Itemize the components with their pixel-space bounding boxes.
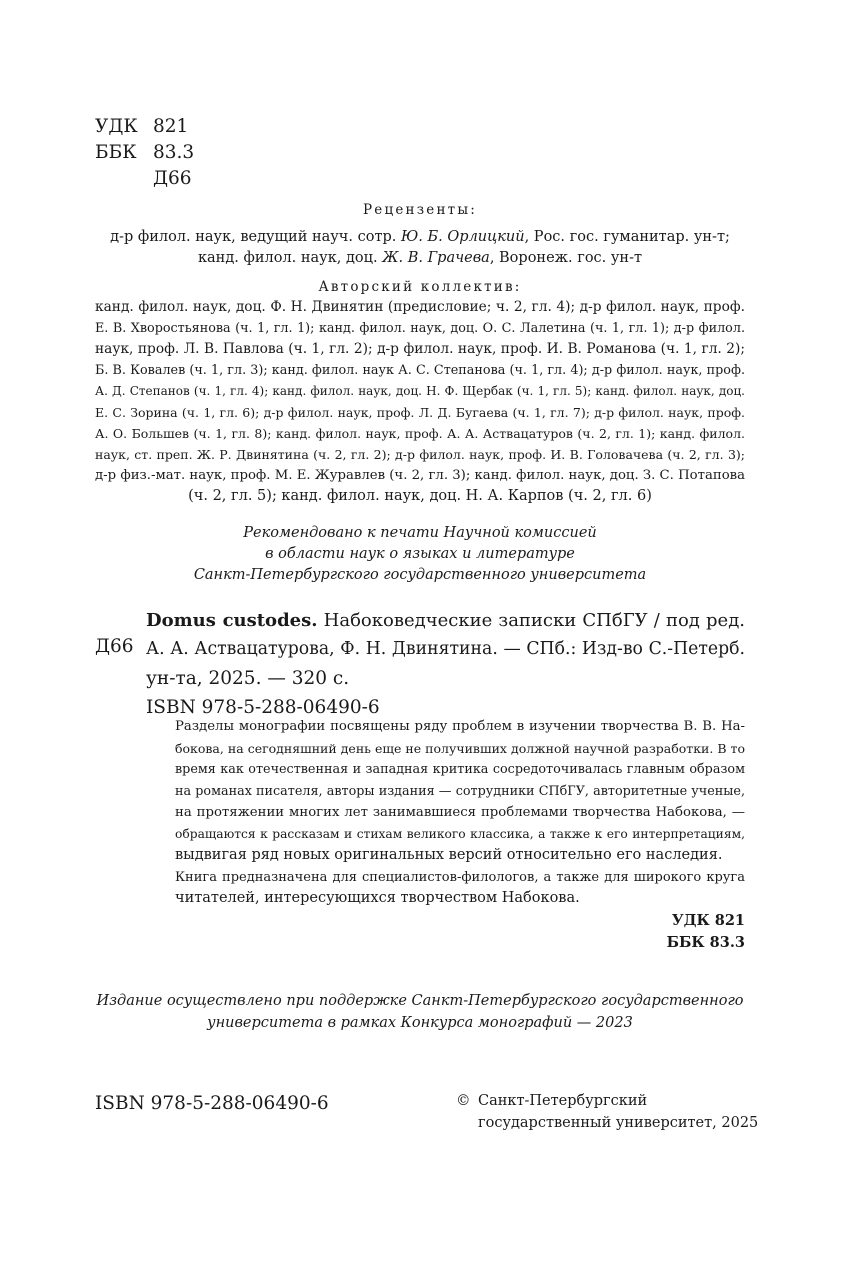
bbk-value: 83.3 [153,142,195,163]
support-line: Издание осуществлено при поддержке Санкт-Петербургского государственного [96,993,744,1009]
support-line: университета в рамках Конкурса монографий — 2023 [207,1014,633,1031]
recommendation-line: в области наук о языках и литературе [265,546,575,562]
abstract-line: Разделы монографии посвящены ряду проблем в изучении творчества В. В. На- [175,719,745,734]
abstract-line: бокова, на сегодняшний день еще не получивших должной научной разработки. В то [175,740,745,756]
bbk-row [95,140,194,166]
recommendation [95,523,745,586]
udk-code: УДК 821 [671,912,745,929]
bibliographic-record [146,606,745,722]
udk-label: УДК [95,116,138,137]
abstract-line: время как отечественная и западная критика сосредоточивалась главным образом [175,762,745,777]
authors-line: А. Д. Степанов (ч. 1, гл. 4); канд. филол. наук, доц. Н. Ф. Щербак (ч. 1, гл. 5); канд. филол. наук, доц. [95,384,745,398]
recommendation-line: Санкт-Петербургского государственного университета [193,567,647,583]
abstract [175,716,745,910]
authors-line: наук, ст. преп. Ж. Р. Двинятина (ч. 2, гл. 2); д-р филол. наук, проф. И. В. Головачева (ч. 2, гл. 3); [95,447,745,462]
copyright-holder: Санкт-Петербургский [478,1093,648,1109]
abstract-line: Книга предназначена для специалистов-филологов, а также для широкого круга [175,869,745,885]
authors-line: Е. В. Хворостьянова (ч. 1, гл. 1); канд. филол. наук, доц. О. С. Лалетина (ч. 1, гл. 1); д-р филол. [95,321,745,336]
recommendation-line: Рекомендовано к печати Научной комиссией [243,525,597,541]
authors-list [95,297,745,507]
authors-line: д-р физ.-мат. наук, проф. М. Е. Журавлев (ч. 2, гл. 3); канд. филол. наук, доц. З. С. Потапова [95,468,746,483]
reviewer-name: Ж. В. Грачева [382,250,490,266]
udk-value: 821 [153,116,189,137]
authors-line: А. О. Большев (ч. 1, гл. 8); канд. филол. наук, проф. А. А. Аствацатуров (ч. 2, гл. 1); канд. филол. [95,426,745,441]
reviewers-list [95,227,745,269]
isbn: ISBN 978-5-288-06490-6 [95,1093,329,1114]
copyright-holder-line2: государственный университет, 2025 [478,1114,759,1131]
authors-title: Авторский коллектив: [318,279,522,295]
reviewers-title: Рецензенты: [362,202,478,218]
book-title: Domus custodes. [146,610,318,631]
biblio-author-mark: Д66 [95,636,134,657]
authors-line: (ч. 2, гл. 5); канд. филол. наук, доц. Н. А. Карпов (ч. 2, гл. 6) [188,488,652,504]
authors-line: канд. филол. наук, доц. Ф. Н. Двинятин (предисловие; ч. 2, гл. 4); д-р филол. наук, проф. [95,299,745,315]
reviewer-line: канд. филол. наук, доц. Ж. В. Грачева, Воронеж. гос. ун-т [197,250,643,266]
biblio-line: ун-та, 2025. — 320 с. [146,668,350,689]
abstract-line: читателей, интересующихся творчеством Набокова. [175,890,580,906]
reviewer-line: д-р филол. наук, ведущий науч. сотр. Ю. Б. Орлицкий, Рос. гос. гуманитар. ун-т; [110,229,730,245]
udk-row [95,114,194,140]
authors-line: наук, проф. Л. В. Павлова (ч. 1, гл. 2); д-р филол. наук, проф. И. В. Романова (ч. 1, гл. 2); [95,341,745,357]
bbk-code: ББК 83.3 [666,933,745,951]
abstract-line: на романах писателя, авторы издания — сотрудники СПбГУ, авторитетные ученые, [175,783,745,799]
classification-codes [95,114,194,192]
authors-line: Б. В. Ковалев (ч. 1, гл. 3); канд. филол. наук А. С. Степанова (ч. 1, гл. 4); д-р филол. наук, проф. [95,363,745,378]
bbk-label: ББК [95,142,137,163]
biblio-line: А. А. Аствацатурова, Ф. Н. Двинятина. — СПб.: Изд-во С.-Петерб. [146,639,745,659]
biblio-isbn: ISBN 978-5-288-06490-6 [146,697,380,718]
reviewer-name: Ю. Б. Орлицкий [401,229,525,245]
copyright [456,1091,758,1134]
abstract-line: выдвигая ряд новых оригинальных версий относительно его наследия. [175,847,723,863]
copyright-symbol: © [456,1093,471,1109]
author-mark: Д66 [153,168,192,189]
abstract-line: обращаются к рассказам и стихам великого классика, а также к его интерпретациям, [175,826,745,841]
support-note [95,991,745,1034]
udk-bbk-block [545,910,745,953]
abstract-line: на протяжении многих лет занимавшиеся проблемами творчества Набокова, — [175,805,745,820]
authors-line: Е. С. Зорина (ч. 1, гл. 6); д-р филол. наук, проф. Л. Д. Бугаева (ч. 1, гл. 7); д-р филол. наук, проф. [95,405,745,420]
biblio-line: Domus custodes. Набоковедческие записки СПбГУ / под ред. [146,610,745,631]
author-mark-row [95,166,194,192]
